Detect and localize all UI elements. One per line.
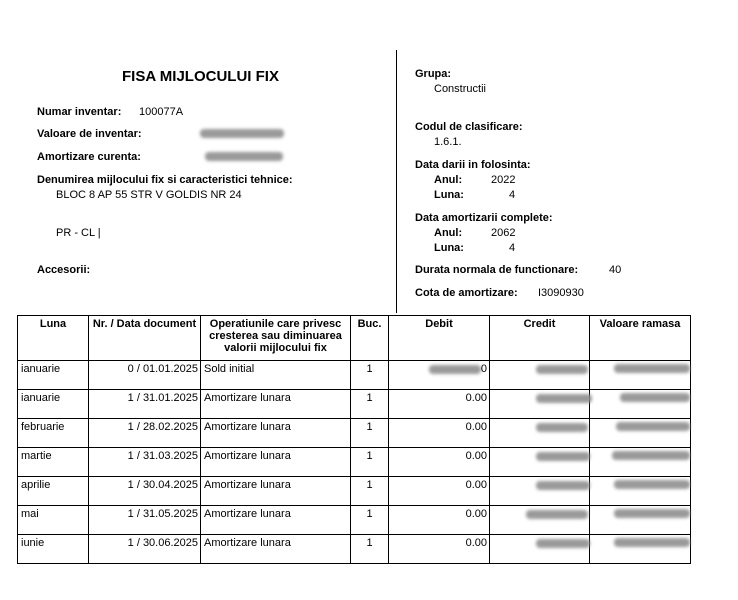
- data-darii-anul-label: Anul:: [434, 174, 463, 186]
- cell-operatiune: Sold initial: [201, 361, 351, 390]
- cell-nr-data: 1 / 30.04.2025: [89, 477, 201, 506]
- cell-debit: 0.00: [389, 535, 490, 564]
- redacted-debit: [429, 365, 481, 374]
- cell-debit: 0.00: [389, 448, 490, 477]
- cell-valoare-ramasa: [590, 361, 691, 390]
- cell-buc: 1: [351, 361, 389, 390]
- data-darii-luna-value: 4: [509, 189, 516, 201]
- cell-buc: 1: [351, 448, 389, 477]
- redacted-valoare-ramasa: [620, 393, 690, 402]
- table-row: [18, 390, 691, 419]
- table-row: [18, 361, 691, 390]
- cell-credit: [490, 448, 590, 477]
- col-header-nr-data: Nr. / Data document: [89, 316, 201, 361]
- redacted-credit: [536, 365, 588, 374]
- cell-credit: [490, 506, 590, 535]
- redacted-amortizare-curenta: [205, 152, 283, 161]
- redacted-credit: [536, 394, 592, 403]
- table-row: [18, 535, 691, 564]
- denumire-value: BLOC 8 AP 55 STR V GOLDIS NR 24: [56, 189, 242, 201]
- cell-valoare-ramasa: [590, 477, 691, 506]
- redacted-credit: [536, 539, 590, 548]
- data-amortizarii-label: Data amortizarii complete:: [415, 212, 553, 224]
- fisa-table: [17, 315, 691, 564]
- pr-cl-text: PR - CL |: [56, 227, 101, 239]
- cell-buc: 1: [351, 390, 389, 419]
- cell-valoare-ramasa: [590, 448, 691, 477]
- data-darii-anul-value: 2022: [491, 174, 516, 186]
- col-header-debit: Debit: [389, 316, 490, 361]
- table-row: [18, 419, 691, 448]
- data-amortizarii-anul-value: 2062: [491, 227, 516, 239]
- col-header-buc: Buc.: [351, 316, 389, 361]
- data-amortizarii-luna-label: Luna:: [434, 242, 464, 254]
- cell-operatiune: Amortizare lunara: [201, 419, 351, 448]
- cell-valoare-ramasa: [590, 390, 691, 419]
- table-header-row: [18, 316, 691, 361]
- cell-credit: [490, 477, 590, 506]
- data-amortizarii-luna-value: 4: [509, 242, 516, 254]
- redacted-valoare-inventar: [200, 129, 284, 138]
- cell-credit: [490, 419, 590, 448]
- redacted-valoare-ramasa: [614, 364, 690, 373]
- vertical-divider: [396, 50, 397, 313]
- cell-nr-data: 1 / 31.05.2025: [89, 506, 201, 535]
- cell-debit: 0.00: [389, 419, 490, 448]
- cell-valoare-ramasa: [590, 506, 691, 535]
- durata-value: 40: [609, 264, 622, 276]
- cell-valoare-ramasa: [590, 419, 691, 448]
- cota-value: I3090930: [538, 287, 584, 299]
- cell-debit: 0.00: [389, 477, 490, 506]
- accesorii-label: Accesorii:: [37, 264, 91, 276]
- amortizare-curenta-label: Amortizare curenta:: [37, 151, 141, 163]
- cell-luna: martie: [18, 448, 89, 477]
- cell-valoare-ramasa: [590, 535, 691, 564]
- redacted-valoare-ramasa: [614, 538, 690, 547]
- col-header-valoare-ramasa: Valoare ramasa: [590, 316, 691, 361]
- numar-inventar-value: 100077A: [139, 106, 184, 118]
- redacted-credit: [526, 510, 588, 519]
- redacted-valoare-ramasa: [612, 451, 690, 460]
- cota-label: Cota de amortizare:: [415, 287, 518, 299]
- cell-buc: 1: [351, 419, 389, 448]
- col-header-credit: Credit: [490, 316, 590, 361]
- redacted-credit: [536, 423, 588, 432]
- cell-operatiune: Amortizare lunara: [201, 477, 351, 506]
- cell-credit: [490, 535, 590, 564]
- cell-operatiune: Amortizare lunara: [201, 390, 351, 419]
- cell-debit: 0.00: [389, 506, 490, 535]
- cell-operatiune: Amortizare lunara: [201, 448, 351, 477]
- denumire-label: Denumirea mijlocului fix si caracteristici tehnice:: [37, 174, 293, 186]
- col-header-operatiuni: Operatiunile care privesc cresterea sau diminuarea valorii mijlocului fix: [201, 316, 351, 361]
- cell-credit: [490, 361, 590, 390]
- cod-clasificare-label: Codul de clasificare:: [415, 121, 523, 133]
- redacted-credit: [536, 481, 590, 490]
- numar-inventar-label: Numar inventar:: [37, 106, 122, 118]
- cell-debit: 0: [389, 361, 490, 390]
- redacted-credit: [536, 452, 590, 461]
- table-row: [18, 477, 691, 506]
- redacted-valoare-ramasa: [614, 509, 690, 518]
- col-header-luna: Luna: [18, 316, 89, 361]
- cell-nr-data: 1 / 28.02.2025: [89, 419, 201, 448]
- data-darii-label: Data darii in folosinta:: [415, 159, 531, 171]
- durata-label: Durata normala de functionare:: [415, 264, 579, 276]
- redacted-valoare-ramasa: [614, 480, 690, 489]
- table-row: [18, 448, 691, 477]
- cell-luna: mai: [18, 506, 89, 535]
- cell-luna: ianuarie: [18, 361, 89, 390]
- grupa-label: Grupa:: [415, 68, 452, 80]
- cell-luna: ianuarie: [18, 390, 89, 419]
- cod-clasificare-value: 1.6.1.: [434, 136, 462, 148]
- cell-buc: 1: [351, 477, 389, 506]
- redacted-valoare-ramasa: [616, 422, 690, 431]
- page-title: FISA MIJLOCULUI FIX: [122, 68, 279, 85]
- cell-credit: [490, 390, 590, 419]
- data-darii-luna-label: Luna:: [434, 189, 464, 201]
- cell-debit: 0.00: [389, 390, 490, 419]
- cell-luna: iunie: [18, 535, 89, 564]
- cell-buc: 1: [351, 506, 389, 535]
- cell-nr-data: 1 / 30.06.2025: [89, 535, 201, 564]
- cell-nr-data: 1 / 31.03.2025: [89, 448, 201, 477]
- cell-luna: februarie: [18, 419, 89, 448]
- grupa-value: Constructii: [434, 83, 486, 95]
- cell-nr-data: 0 / 01.01.2025: [89, 361, 201, 390]
- valoare-inventar-label: Valoare de inventar:: [37, 128, 142, 140]
- cell-operatiune: Amortizare lunara: [201, 506, 351, 535]
- cell-nr-data: 1 / 31.01.2025: [89, 390, 201, 419]
- table-row: [18, 506, 691, 535]
- cell-operatiune: Amortizare lunara: [201, 535, 351, 564]
- data-amortizarii-anul-label: Anul:: [434, 227, 463, 239]
- cell-luna: aprilie: [18, 477, 89, 506]
- cell-buc: 1: [351, 535, 389, 564]
